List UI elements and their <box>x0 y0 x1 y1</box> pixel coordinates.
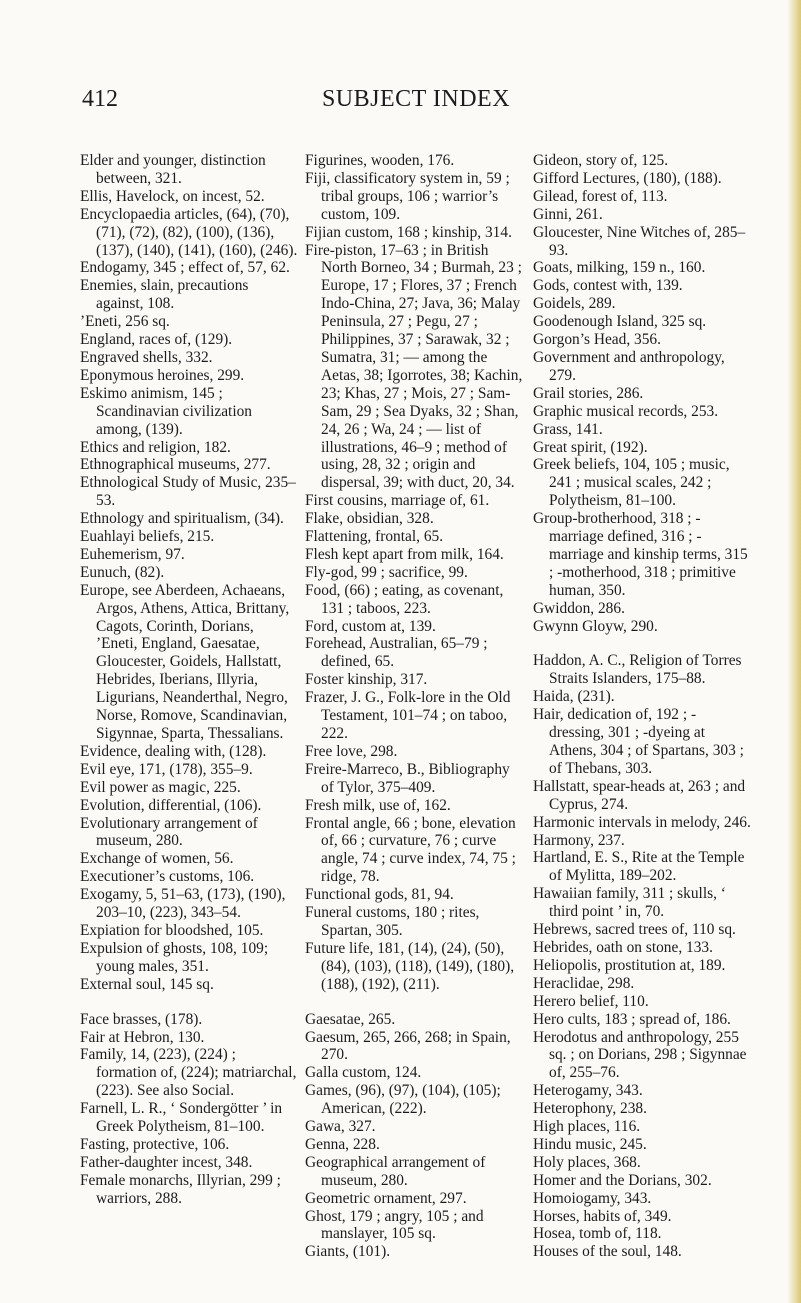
index-entry: Harmonic intervals in melody, 246. <box>533 813 751 831</box>
index-entry: Galla custom, 124. <box>305 1064 422 1082</box>
index-entry: Ghost, 179 ; angry, 105 ; and manslayer, 105 sq. <box>305 1207 484 1243</box>
index-entry: Functional gods, 81, 94. <box>305 886 454 904</box>
index-entry: Evolutionary arrangement of museum, 280. <box>80 814 258 850</box>
index-entry: Food, (66) ; eating, as covenant, 131 ; taboos, 223. <box>305 581 504 617</box>
index-entry: Goidels, 289. <box>533 295 616 313</box>
index-entry: Engraved shells, 332. <box>80 348 213 366</box>
index-entry: Genna, 228. <box>305 1135 380 1153</box>
page-edge <box>787 0 801 1303</box>
index-entry: Goodenough Island, 325 sq. <box>533 313 707 331</box>
index-entry: Fresh milk, use of, 162. <box>305 796 451 814</box>
index-entry: Hosea, tomb of, 118. <box>533 1225 662 1243</box>
index-entry: Expulsion of ghosts, 108, 109; young males, 351. <box>80 939 269 975</box>
index-entry: Group-brotherhood, 318 ; -marriage defined, 316 ; -marriage and kinship terms, 315 ; -motherhood, 318 ; primitive human, 350. <box>533 510 748 599</box>
page-header <box>82 86 750 116</box>
index-entry: Goats, milking, 159 n., 160. <box>533 259 706 277</box>
index-entry: Heliopolis, prostitution at, 189. <box>533 956 726 974</box>
index-entry: Frontal angle, 66 ; bone, elevation of, 66 ; curvature, 76 ; curve angle, 74 ; curve index, 74, 75 ; ridge, 78. <box>305 814 516 886</box>
index-entry: Heraclidae, 298. <box>533 974 635 992</box>
index-entry: First cousins, marriage of, 61. <box>305 492 490 510</box>
index-entry: Heterophony, 238. <box>533 1100 647 1118</box>
index-entry: Evolution, differential, (106). <box>80 796 262 814</box>
index-entry: Hair, dedication of, 192 ; -dressing, 301 ; -dyeing at Athens, 304 ; of Spartans, 303 ; of Thebans, 303. <box>533 706 744 777</box>
page-number: 412 <box>82 86 118 112</box>
index-entry: Eskimo animism, 145 ; Scandinavian civilization among, (139). <box>80 384 252 438</box>
index-entry: Homoiogamy, 343. <box>533 1189 652 1207</box>
index-entry: Ellis, Havelock, on incest, 52. <box>80 187 265 205</box>
index-entry: Evil power as magic, 225. <box>80 778 241 796</box>
index-entry: Houses of the soul, 148. <box>533 1243 682 1261</box>
index-entry: Fire-piston, 17–63 ; in British North Borneo, 34 ; Burmah, 23 ; Europe, 17 ; Flores, 37 ; French Indo-China, 27; Java, 36; Malay Peninsula, 27 ; Pegu, 27 ; Philippines, 37 ; Sarawak, 32 ; Sumatra, 31; — among the Aetas, 38; Igorrotes, 38; Kachin, 23; Khas, 27 ; Mois, 27 ; Sam-Sam, 29 ; Sea Dyaks, 32 ; Shan, 24, 26 ; Wa, 24 ; — list of illustrations, 46–9 ; method of using, 28, 32 ; origin and dispersal, 39; with duct, 20, 34. <box>305 241 523 492</box>
index-column-2 <box>305 152 523 1261</box>
index-column-3 <box>533 152 751 1261</box>
index-entry: Figurines, wooden, 176. <box>305 152 455 169</box>
index-entry: Fasting, protective, 106. <box>80 1135 230 1153</box>
index-entry: Forehead, Australian, 65–79 ; defined, 65. <box>305 635 488 671</box>
index-column-1 <box>80 152 298 1208</box>
index-entry: Graphic musical records, 253. <box>533 402 719 420</box>
index-entry: Haida, (231). <box>533 688 615 706</box>
index-entry: Farnell, L. R., ‘ Sondergötter ’ in Greek Polytheism, 81–100. <box>80 1100 283 1136</box>
index-entry: Giants, (101). <box>305 1243 391 1261</box>
index-entry: Foster kinship, 317. <box>305 671 428 689</box>
index-entry: Exogamy, 5, 51–63, (173), (190), 203–10, (223), 343–54. <box>80 886 286 922</box>
index-entry: Harmony, 237. <box>533 831 625 849</box>
index-entry: Hero cults, 183 ; spread of, 186. <box>533 1010 731 1028</box>
index-entry: Heterogamy, 343. <box>533 1082 643 1100</box>
index-entry: Fair at Hebron, 130. <box>80 1028 205 1046</box>
index-entry: Herodotus and anthropology, 255 sq. ; on Dorians, 298 ; Sigynnae of, 255–76. <box>533 1028 747 1082</box>
index-entry: Eunuch, (82). <box>80 563 165 581</box>
index-entry: Geometric ornament, 297. <box>305 1189 467 1207</box>
index-entry: Gaesum, 265, 266, 268; in Spain, 270. <box>305 1028 511 1064</box>
index-entry: Gloucester, Nine Witches of, 285–93. <box>533 223 746 259</box>
index-entry: Gawa, 327. <box>305 1118 376 1136</box>
index-entry: High places, 116. <box>533 1118 641 1136</box>
index-entry: Holy places, 368. <box>533 1153 641 1171</box>
index-entry: Flesh kept apart from milk, 164. <box>305 545 504 563</box>
index-entry: Horses, habits of, 349. <box>533 1207 672 1225</box>
index-entry: Hebrews, sacred trees of, 110 sq. <box>533 921 736 939</box>
index-entry: Ethnological Study of Music, 235–53. <box>80 474 296 510</box>
index-entry: Grail stories, 286. <box>533 384 644 402</box>
index-entry: Flake, obsidian, 328. <box>305 510 434 528</box>
index-entry: Hawaiian family, 311 ; skulls, ‘ third point ’ in, 70. <box>533 885 726 921</box>
index-entry: Ethnology and spiritualism, (34). <box>80 510 284 528</box>
index-entry: Gifford Lectures, (180), (188). <box>533 169 722 187</box>
index-entry: Eponymous heroines, 299. <box>80 366 245 384</box>
index-entry: Great spirit, (192). <box>533 438 648 456</box>
index-entry: Expiation for bloodshed, 105. <box>80 921 264 939</box>
index-entry: Female monarchs, Illyrian, 299 ; warriors, 288. <box>80 1171 281 1207</box>
index-entry: England, races of, (129). <box>80 331 233 349</box>
index-entry: Fly-god, 99 ; sacrifice, 99. <box>305 563 468 581</box>
index-entry: Hindu music, 245. <box>533 1135 647 1153</box>
index-entry: Face brasses, (178). <box>80 1010 203 1028</box>
index-entry: Flattening, frontal, 65. <box>305 528 444 546</box>
index-entry: Gaesatae, 265. <box>305 1010 396 1028</box>
index-entry: Euhemerism, 97. <box>80 545 185 563</box>
index-entry: Haddon, A. C., Religion of Torres Straits Islanders, 175–88. <box>533 652 742 688</box>
index-entry: Encyclopaedia articles, (64), (70), (71), (72), (82), (100), (136), (137), (140), (141), (160), (246). <box>80 205 298 259</box>
index-entry: Fiji, classificatory system in, 59 ; tribal groups, 106 ; warrior’s custom, 109. <box>305 169 510 223</box>
index-entry: Gideon, story of, 125. <box>533 152 669 169</box>
index-entry: Ginni, 261. <box>533 205 603 223</box>
index-entry: Greek beliefs, 104, 105 ; music, 241 ; musical scales, 242 ; Polytheism, 81–100. <box>533 456 730 510</box>
index-entry: Gorgon’s Head, 356. <box>533 331 661 349</box>
index-entry: Homer and the Dorians, 302. <box>533 1171 712 1189</box>
index-entry: ’Eneti, 256 sq. <box>80 313 170 331</box>
index-entry: Gods, contest with, 139. <box>533 277 683 295</box>
index-entry: Gwiddon, 286. <box>533 599 625 617</box>
index-entry: Geographical arrangement of museum, 280. <box>305 1153 486 1189</box>
index-entry: Grass, 141. <box>533 420 603 438</box>
index-entry: Endogamy, 345 ; effect of, 57, 62. <box>80 259 290 277</box>
index-entry: Government and anthropology, 279. <box>533 348 725 384</box>
index-entry: Hartland, E. S., Rite at the Temple of Mylitta, 189–202. <box>533 849 745 885</box>
index-entry: Hallstatt, spear-heads at, 263 ; and Cyprus, 274. <box>533 777 746 813</box>
index-entry: Freire-Marreco, B., Bibliography of Tylor, 375–409. <box>305 760 510 796</box>
index-entry: Executioner’s customs, 106. <box>80 868 255 886</box>
index-entry: Europe, see Aberdeen, Achaeans, Argos, Athens, Attica, Brittany, Cagots, Corinth, Dorians, ’Eneti, England, Gaesatae, Gloucester, Goidels, Hallstatt, Hebrides, Iberians, Illyria, Ligurians, Neanderthal, Negro, Norse, Romove, Scandinavian, Sigynnae, Sparta, Thessalians. <box>80 581 290 742</box>
index-entry: Funeral customs, 180 ; rites, Spartan, 305. <box>305 904 480 939</box>
index-entry: Family, 14, (223), (224) ; formation of, (224); matriarchal, (223). See also Social. <box>80 1046 297 1100</box>
index-entry: Herero belief, 110. <box>533 992 649 1010</box>
index-entry: Elder and younger, distinction between, 321. <box>80 152 266 187</box>
index-entry: Father-daughter incest, 348. <box>80 1153 253 1171</box>
index-entry: Ford, custom at, 139. <box>305 617 436 635</box>
index-entry: Hebrides, oath on stone, 133. <box>533 938 713 956</box>
index-entry: Ethnographical museums, 277. <box>80 456 271 474</box>
index-entry: Free love, 298. <box>305 742 398 760</box>
index-entry: Fijian custom, 168 ; kinship, 314. <box>305 223 512 241</box>
index-entry: Evil eye, 171, (178), 355–9. <box>80 760 253 778</box>
index-entry: Gilead, forest of, 113. <box>533 187 668 205</box>
index-entry: Exchange of women, 56. <box>80 850 234 868</box>
index-entry: Evidence, dealing with, (128). <box>80 742 267 760</box>
index-entry: Enemies, slain, precautions against, 108. <box>80 277 249 313</box>
index-entry: Future life, 181, (14), (24), (50), (84), (103), (118), (149), (180), (188), (192), (211). <box>305 939 515 993</box>
page-title: SUBJECT INDEX <box>321 86 511 112</box>
index-entry: Frazer, J. G., Folk-lore in the Old Testament, 101–74 ; on taboo, 222. <box>305 689 511 742</box>
index-entry: Gwynn Gloyw, 290. <box>533 617 658 635</box>
index-entry: Euahlayi beliefs, 215. <box>80 528 215 546</box>
index-entry: Ethics and religion, 182. <box>80 438 231 456</box>
index-entry: External soul, 145 sq. <box>80 975 214 993</box>
index-entry: Games, (96), (97), (104), (105); American, (222). <box>305 1082 501 1118</box>
